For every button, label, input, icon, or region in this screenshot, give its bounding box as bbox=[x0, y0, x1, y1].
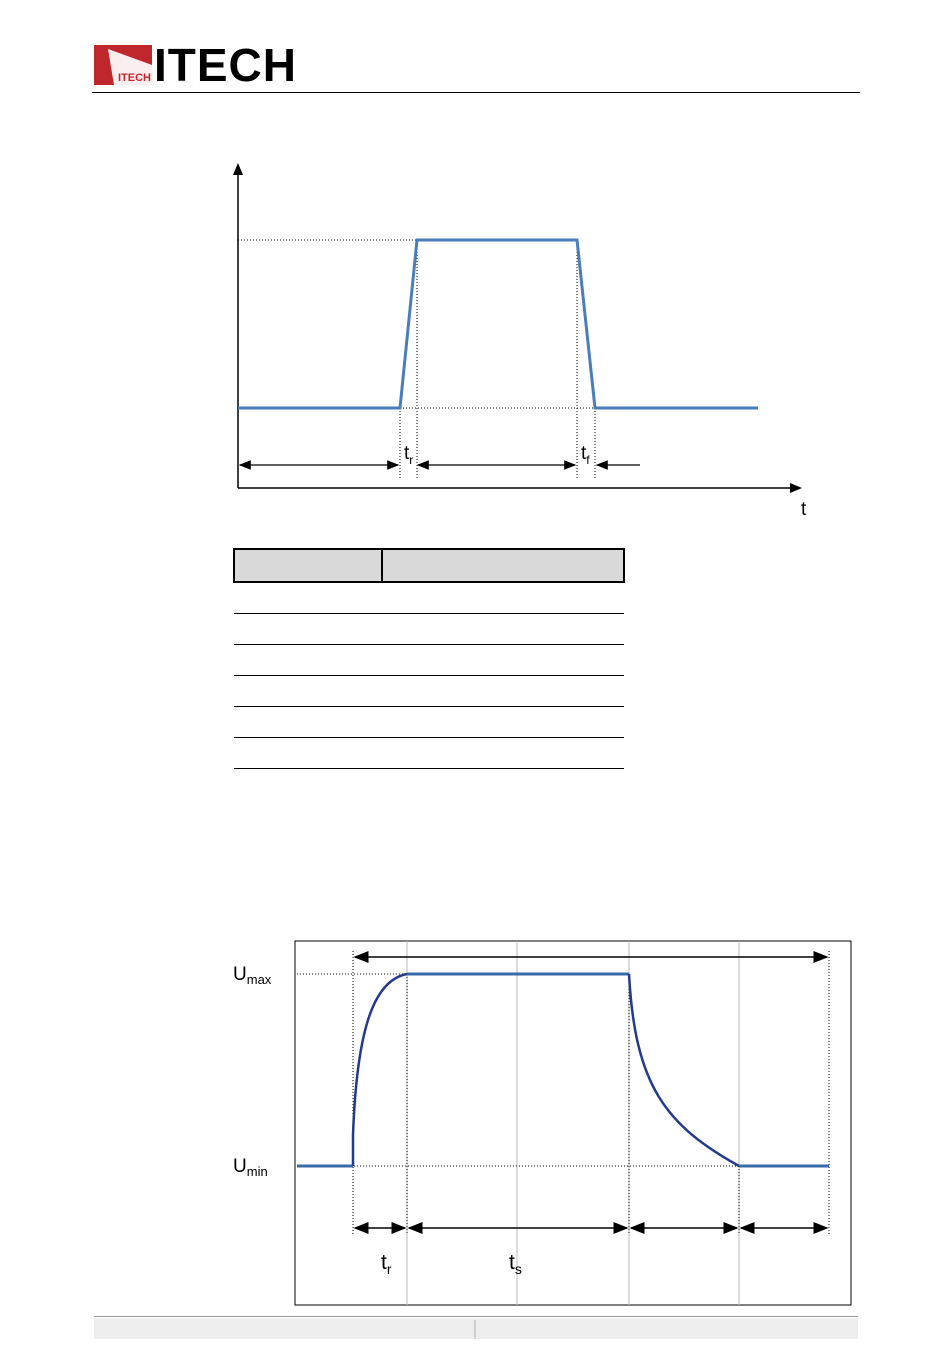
table-cell bbox=[234, 676, 382, 707]
pulse-diagram bbox=[220, 155, 820, 525]
parameter-table bbox=[233, 548, 625, 769]
table-cell bbox=[234, 614, 382, 645]
rise-time-label: $t_r$ bbox=[404, 443, 414, 467]
table-header-cell bbox=[382, 549, 624, 582]
table-row bbox=[234, 676, 624, 707]
table-cell bbox=[382, 707, 624, 738]
itech-logo bbox=[94, 39, 297, 91]
pulse-waveform bbox=[238, 240, 758, 408]
umin-label: $U_{min}$ bbox=[233, 1156, 268, 1179]
table-header-cell bbox=[234, 549, 382, 582]
table-row bbox=[234, 707, 624, 738]
table-cell bbox=[382, 645, 624, 676]
table-cell bbox=[382, 738, 624, 769]
table-row bbox=[234, 614, 624, 645]
x-axis-label: t bbox=[801, 499, 807, 520]
logo-mark-text: ITECH bbox=[118, 72, 151, 84]
table-cell bbox=[382, 614, 624, 645]
logo-mark-icon bbox=[94, 45, 152, 85]
footer-rule bbox=[94, 1316, 858, 1317]
table-cell bbox=[234, 707, 382, 738]
umax-label: $U_{max}$ bbox=[233, 964, 272, 987]
fall-time-label: $t_f$ bbox=[581, 443, 590, 467]
table-cell bbox=[382, 676, 624, 707]
ts-label: $t_s$ bbox=[509, 1251, 522, 1277]
table-cell bbox=[234, 645, 382, 676]
footer-separator bbox=[474, 1320, 476, 1339]
page-footer bbox=[94, 1318, 858, 1339]
logo-wordmark: ITECH bbox=[154, 39, 297, 91]
table-row bbox=[234, 582, 624, 614]
table-header-row bbox=[234, 549, 624, 582]
x-axis-arrow bbox=[790, 483, 802, 493]
table-cell bbox=[382, 582, 624, 614]
header-rule bbox=[92, 92, 860, 93]
table-row bbox=[234, 645, 624, 676]
table-cell bbox=[234, 582, 382, 614]
table-row bbox=[234, 738, 624, 769]
y-axis-arrow bbox=[233, 163, 243, 175]
exponential-pulse-diagram bbox=[225, 935, 860, 1310]
tr-label: $t_r$ bbox=[381, 1251, 392, 1277]
table-cell bbox=[234, 738, 382, 769]
